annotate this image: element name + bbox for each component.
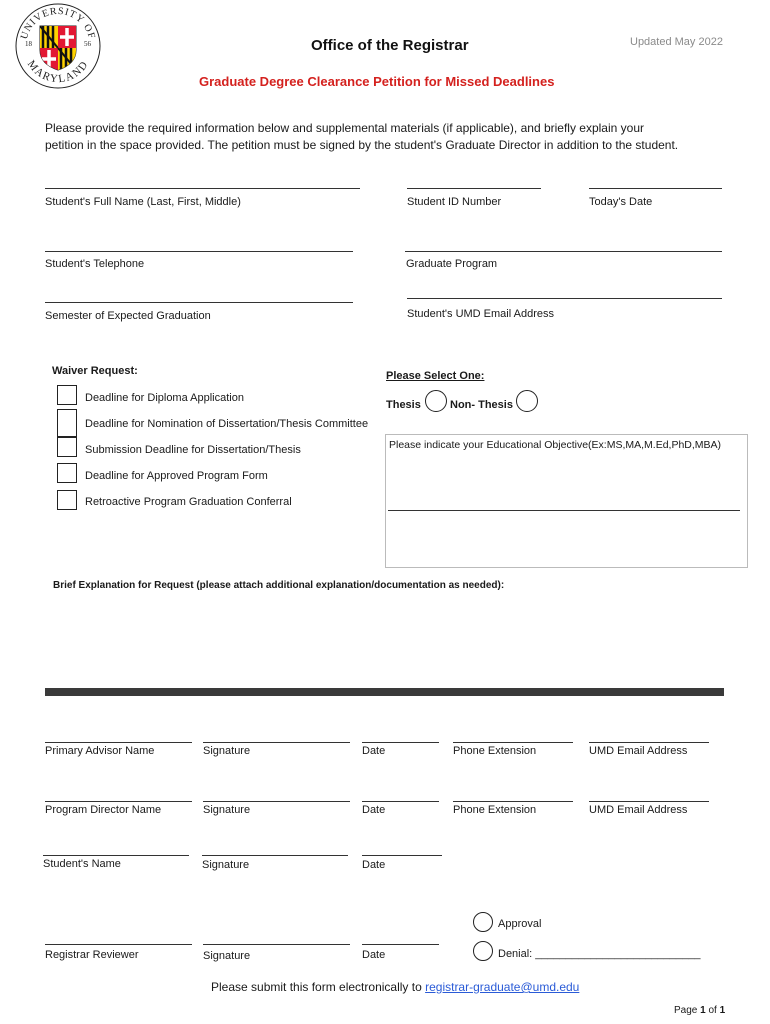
student-name-field[interactable] [43, 855, 189, 856]
advisor-date-label: Date [362, 745, 386, 757]
logo-arc-bottom: MARYLAND [24, 58, 92, 86]
educational-objective-box[interactable] [385, 434, 748, 568]
explanation-area[interactable] [45, 596, 725, 684]
telephone-label: Student's Telephone [45, 258, 145, 270]
student-date-label: Date [362, 859, 386, 871]
submit-text: Please submit this form electronically to [211, 980, 426, 994]
director-date-field[interactable] [362, 801, 439, 802]
student-id-label: Student ID Number [407, 196, 502, 208]
full-name-label: Student's Full Name (Last, First, Middle) [45, 196, 241, 208]
reviewer-name-label: Registrar Reviewer [45, 949, 139, 961]
semester-field[interactable] [45, 302, 353, 303]
advisor-date-field[interactable] [362, 742, 439, 743]
director-name-field[interactable] [45, 801, 192, 802]
reviewer-name-field[interactable] [45, 944, 192, 945]
approval-radio[interactable] [473, 912, 493, 932]
logo-year-left: 18 [25, 40, 32, 48]
todays-date-field[interactable] [589, 188, 722, 189]
director-signature-label: Signature [203, 804, 251, 816]
reviewer-date-label: Date [362, 949, 386, 961]
director-signature-field[interactable] [203, 801, 350, 802]
logo-arc-top: UNIVERSITY OF [18, 5, 98, 41]
umd-email-field[interactable] [407, 298, 722, 299]
maryland-flag-shield-icon [40, 26, 76, 72]
full-name-field[interactable] [45, 188, 360, 189]
waiver-checkbox-program-form[interactable] [57, 463, 77, 483]
waiver-item-committee: Deadline for Nomination of Dissertation/Thesis Committee [85, 418, 369, 430]
waiver-checkbox-committee[interactable] [57, 409, 77, 437]
non-thesis-label: Non- Thesis [450, 399, 513, 411]
denial-label: Denial: ___________________________ [498, 948, 701, 960]
office-title: Office of the Registrar [311, 37, 469, 54]
waiver-checkbox-diploma[interactable] [57, 385, 77, 405]
approval-label: Approval [498, 918, 542, 930]
umd-email-label: Student's UMD Email Address [407, 308, 554, 320]
waiver-item-submission: Submission Deadline for Dissertation/Thesis [85, 444, 301, 456]
explanation-heading: Brief Explanation for Request (please attach additional explanation/documentation as needed): [53, 580, 505, 591]
waiver-item-retroactive: Retroactive Program Graduation Conferral [85, 496, 292, 508]
waiver-item-program-form: Deadline for Approved Program Form [85, 470, 268, 482]
director-date-label: Date [362, 804, 386, 816]
reviewer-date-field[interactable] [362, 944, 439, 945]
reviewer-signature-field[interactable] [203, 944, 350, 945]
updated-date: Updated May 2022 [630, 36, 723, 48]
thesis-label: Thesis [386, 399, 421, 411]
todays-date-label: Today's Date [589, 196, 653, 208]
section-divider [45, 688, 724, 696]
student-name-label: Student's Name [43, 858, 121, 870]
telephone-field[interactable] [45, 251, 353, 252]
educational-objective-label: Please indicate your Educational Objective(Ex:MS,MA,M.Ed,PhD,MBA) [389, 439, 722, 451]
advisor-signature-label: Signature [203, 745, 251, 757]
registrar-email-link[interactable]: registrar-graduate@umd.edu [425, 980, 580, 994]
advisor-name-label: Primary Advisor Name [45, 745, 155, 757]
intro-line-1: Please provide the required information below and supplemental materials (if applicable), and briefly explain your [45, 121, 644, 135]
reviewer-signature-label: Signature [203, 950, 251, 962]
student-signature-field[interactable] [202, 855, 348, 856]
denial-radio[interactable] [473, 941, 493, 961]
waiver-item-diploma: Deadline for Diploma Application [85, 392, 244, 404]
page-of: of [705, 1005, 720, 1016]
student-date-field[interactable] [362, 855, 442, 856]
umd-logo [14, 2, 102, 90]
student-id-field[interactable] [407, 188, 541, 189]
thesis-radio[interactable] [425, 390, 447, 412]
advisor-phone-field[interactable] [453, 742, 573, 743]
student-signature-label: Signature [202, 859, 250, 871]
graduate-program-field[interactable] [405, 251, 722, 252]
page-current: 1 [700, 1005, 706, 1016]
waiver-checkbox-submission[interactable] [57, 437, 77, 457]
logo-year-right: 56 [84, 40, 91, 48]
graduate-program-label: Graduate Program [406, 258, 498, 270]
advisor-email-label: UMD Email Address [589, 745, 688, 757]
page-number [674, 1005, 725, 1016]
non-thesis-radio[interactable] [516, 390, 538, 412]
director-email-field[interactable] [589, 801, 709, 802]
select-one-heading: Please Select One: [386, 370, 485, 382]
advisor-email-field[interactable] [589, 742, 709, 743]
intro-line-2: petition in the space provided. The petition must be signed by the student's Graduate Director in addition to the student. [45, 138, 679, 152]
page-total: 1 [719, 1005, 726, 1016]
semester-label: Semester of Expected Graduation [45, 310, 211, 322]
director-phone-label: Phone Extension [453, 804, 537, 816]
page-prefix: Page [674, 1005, 701, 1016]
submit-instruction [211, 980, 579, 994]
director-name-label: Program Director Name [45, 804, 162, 816]
director-phone-field[interactable] [453, 801, 573, 802]
advisor-name-field[interactable] [45, 742, 192, 743]
educational-objective-line[interactable] [388, 510, 740, 511]
director-email-label: UMD Email Address [589, 804, 688, 816]
waiver-heading: Waiver Request: [52, 365, 138, 377]
form-title: Graduate Degree Clearance Petition for Missed Deadlines [199, 74, 555, 89]
advisor-phone-label: Phone Extension [453, 745, 537, 757]
waiver-checkbox-retroactive[interactable] [57, 490, 77, 510]
advisor-signature-field[interactable] [203, 742, 350, 743]
